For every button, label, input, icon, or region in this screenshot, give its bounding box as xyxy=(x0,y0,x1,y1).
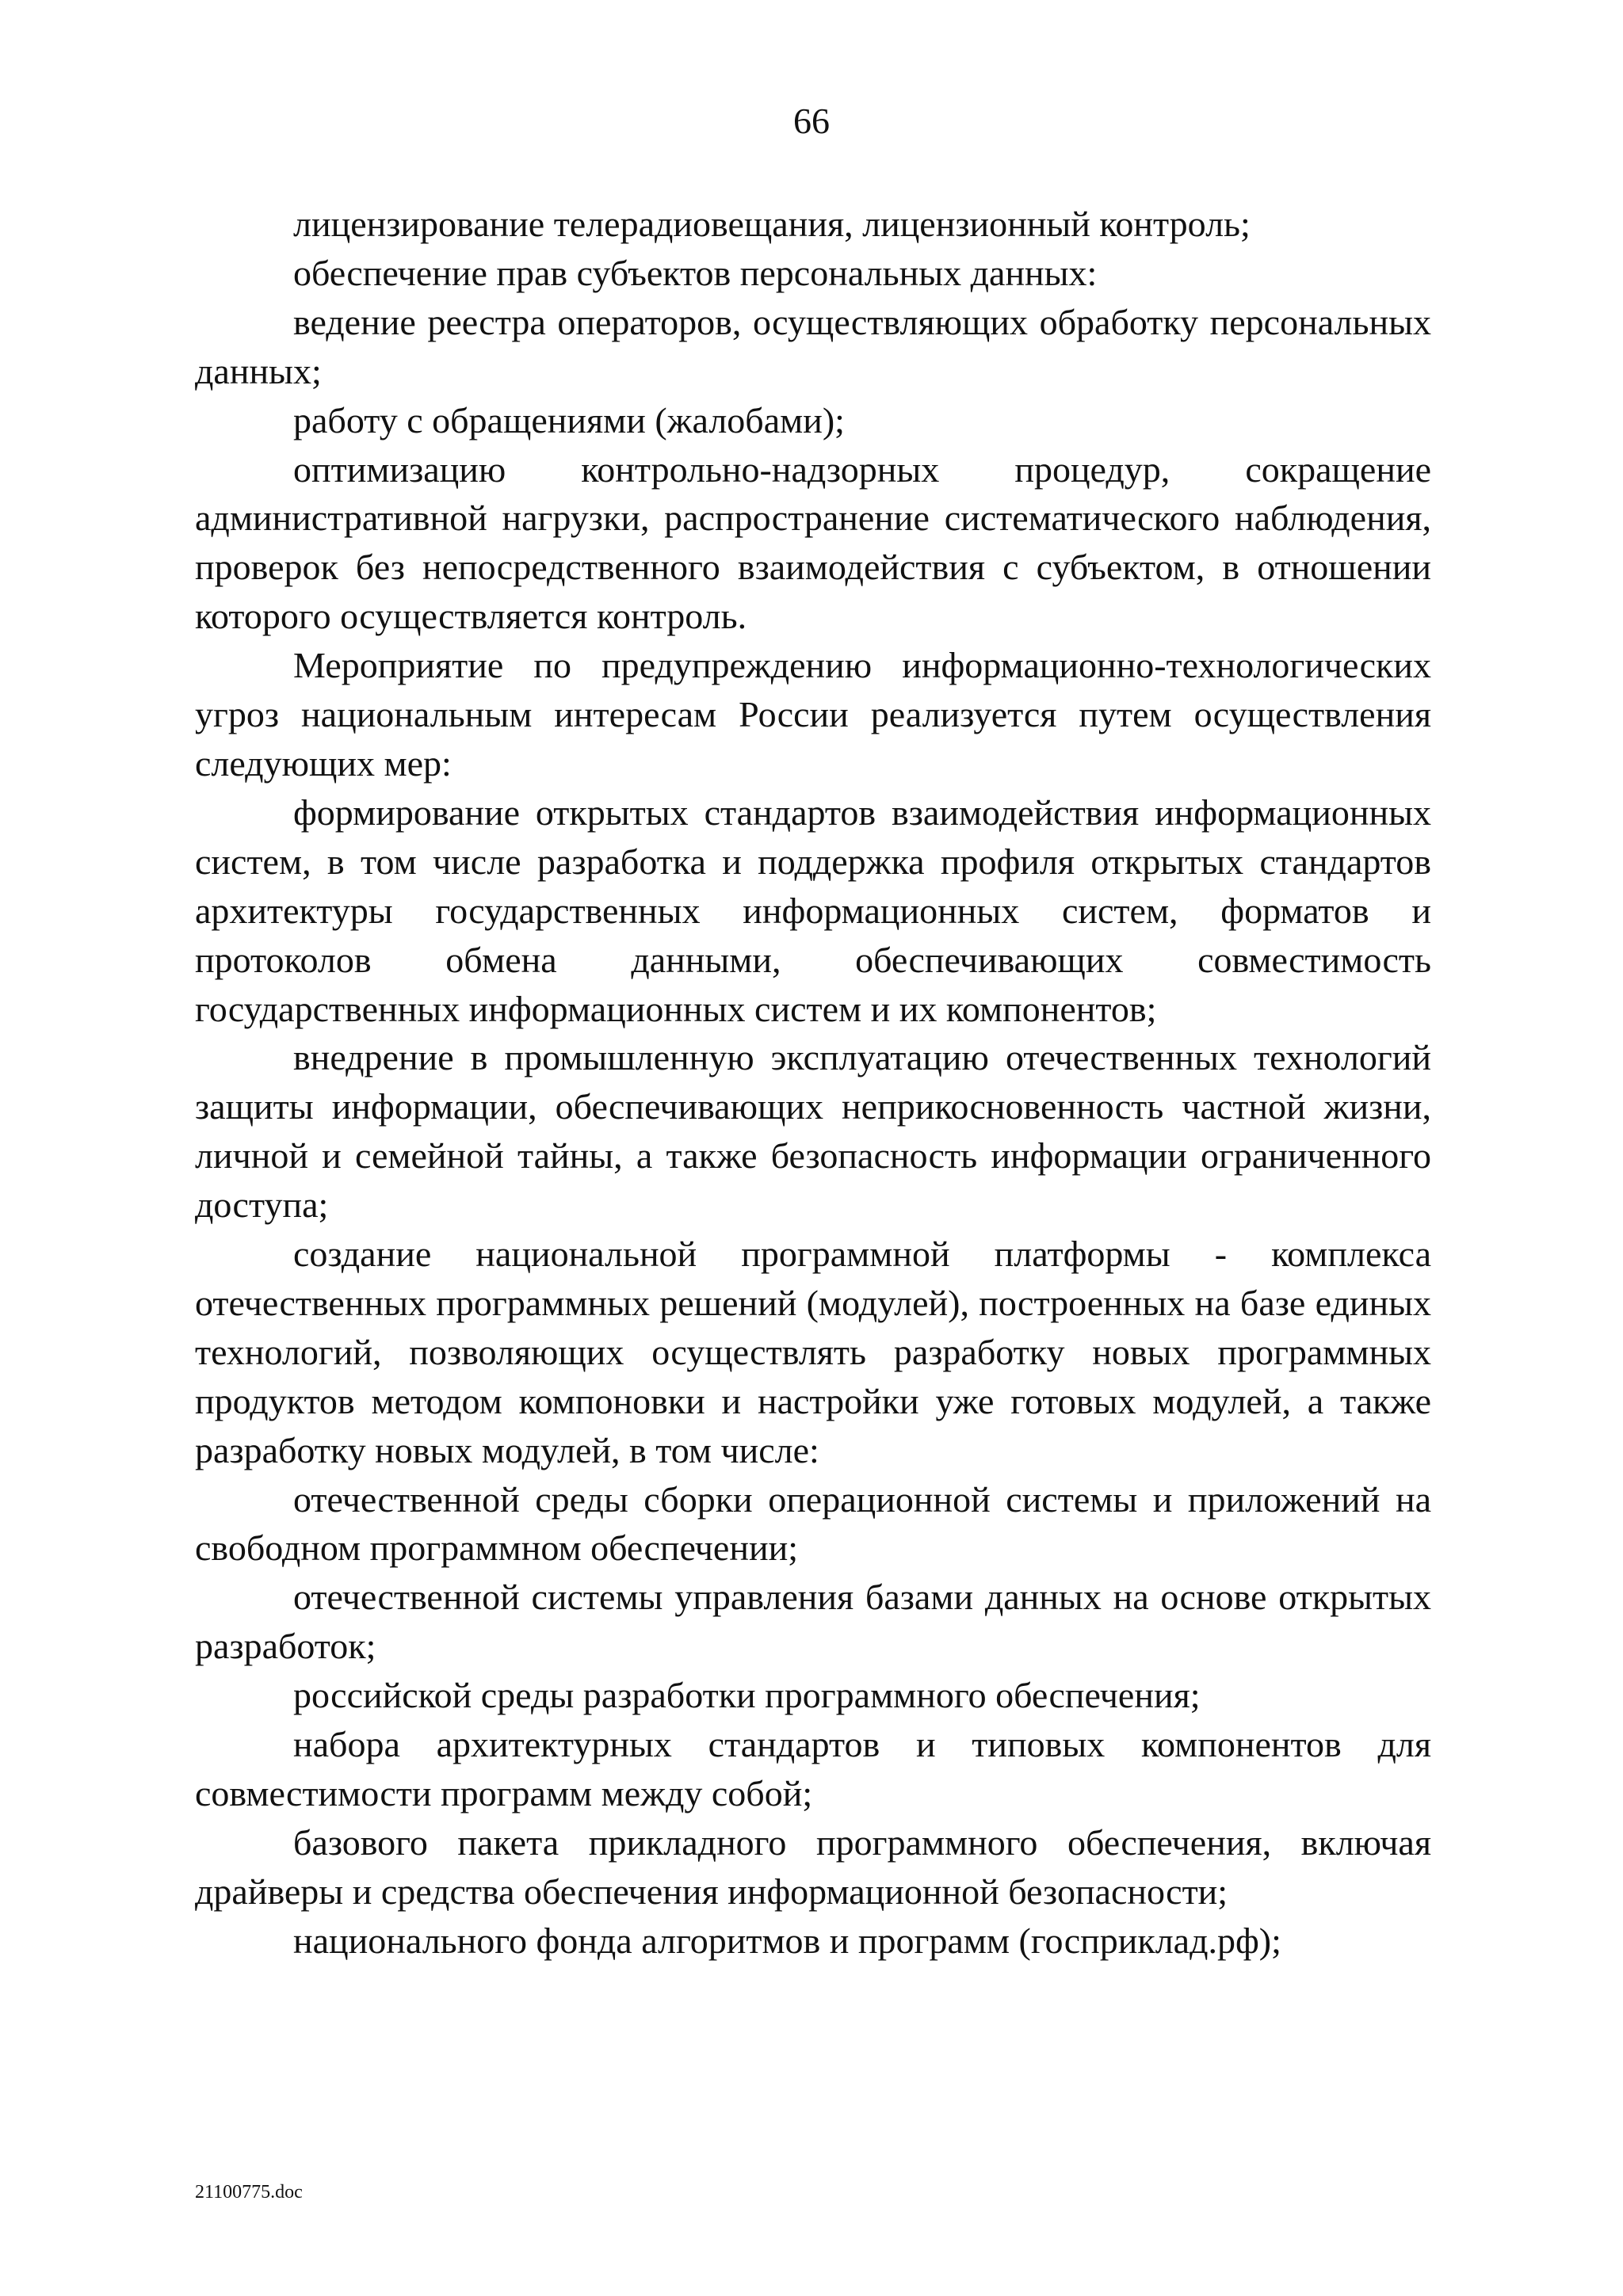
paragraph: отечественной системы управления базами данных на основе открытых разработок; xyxy=(195,1577,1431,1667)
paragraph: российской среды разработки программного обеспечения; xyxy=(293,1675,1201,1716)
paragraph: оптимизацию контрольно-надзорных процедур, сокращение административной нагрузки, распространение систематического наблюдения, проверок без непосредственного взаимодействия с субъектом, в отношении которого осуществляется контроль. xyxy=(195,448,1431,637)
paragraph: отечественной среды сборки операционной системы и приложений на свободном программном обеспечении; xyxy=(195,1478,1431,1569)
document-body xyxy=(195,200,1431,1966)
paragraph: работу с обращениями (жалобами); xyxy=(293,399,845,441)
document-file-id: 21100775.doc xyxy=(195,2182,303,2203)
paragraph: формирование открытых стандартов взаимодействия информационных систем, в том числе разработка и поддержка профиля открытых стандартов архитектуры государственных информационных систем, форматов и протоколов обмена данными, обеспечивающих совместимость государственных информационных систем и их компонентов; xyxy=(195,791,1431,1029)
paragraph: внедрение в промышленную эксплуатацию отечественных технологий защиты информации, обеспечивающих неприкосновенность частной жизни, личной и семейной тайны, а также безопасность информации ограниченного доступа; xyxy=(195,1037,1431,1226)
paragraph: обеспечение прав субъектов персональных данных: xyxy=(293,252,1098,293)
paragraph: национального фонда алгоритмов и программ (госприклад.рф); xyxy=(293,1920,1281,1961)
paragraph: лицензирование телерадиовещания, лицензионный контроль; xyxy=(293,204,1251,244)
paragraph: создание национальной программной платформы - комплекса отечественных программных решений (модулей), построенных на базе единых технологий, позволяющих осуществлять разработку новых программных продуктов методом компоновки и настройки уже готовых модулей, а также разработку новых модулей, в том числе: xyxy=(195,1234,1431,1470)
page-number: 66 xyxy=(793,101,830,141)
paragraph: набора архитектурных стандартов и типовых компонентов для совместимости программ между собой; xyxy=(195,1724,1431,1814)
paragraph: ведение реестра операторов, осуществляющих обработку персональных данных; xyxy=(195,301,1431,391)
paragraph: Мероприятие по предупреждению информационно-технологических угроз национальным интересам России реализуется путем осуществления следующих мер: xyxy=(195,645,1431,784)
paragraph: базового пакета прикладного программного обеспечения, включая драйверы и средства обеспечения информационной безопасности; xyxy=(195,1821,1431,1912)
